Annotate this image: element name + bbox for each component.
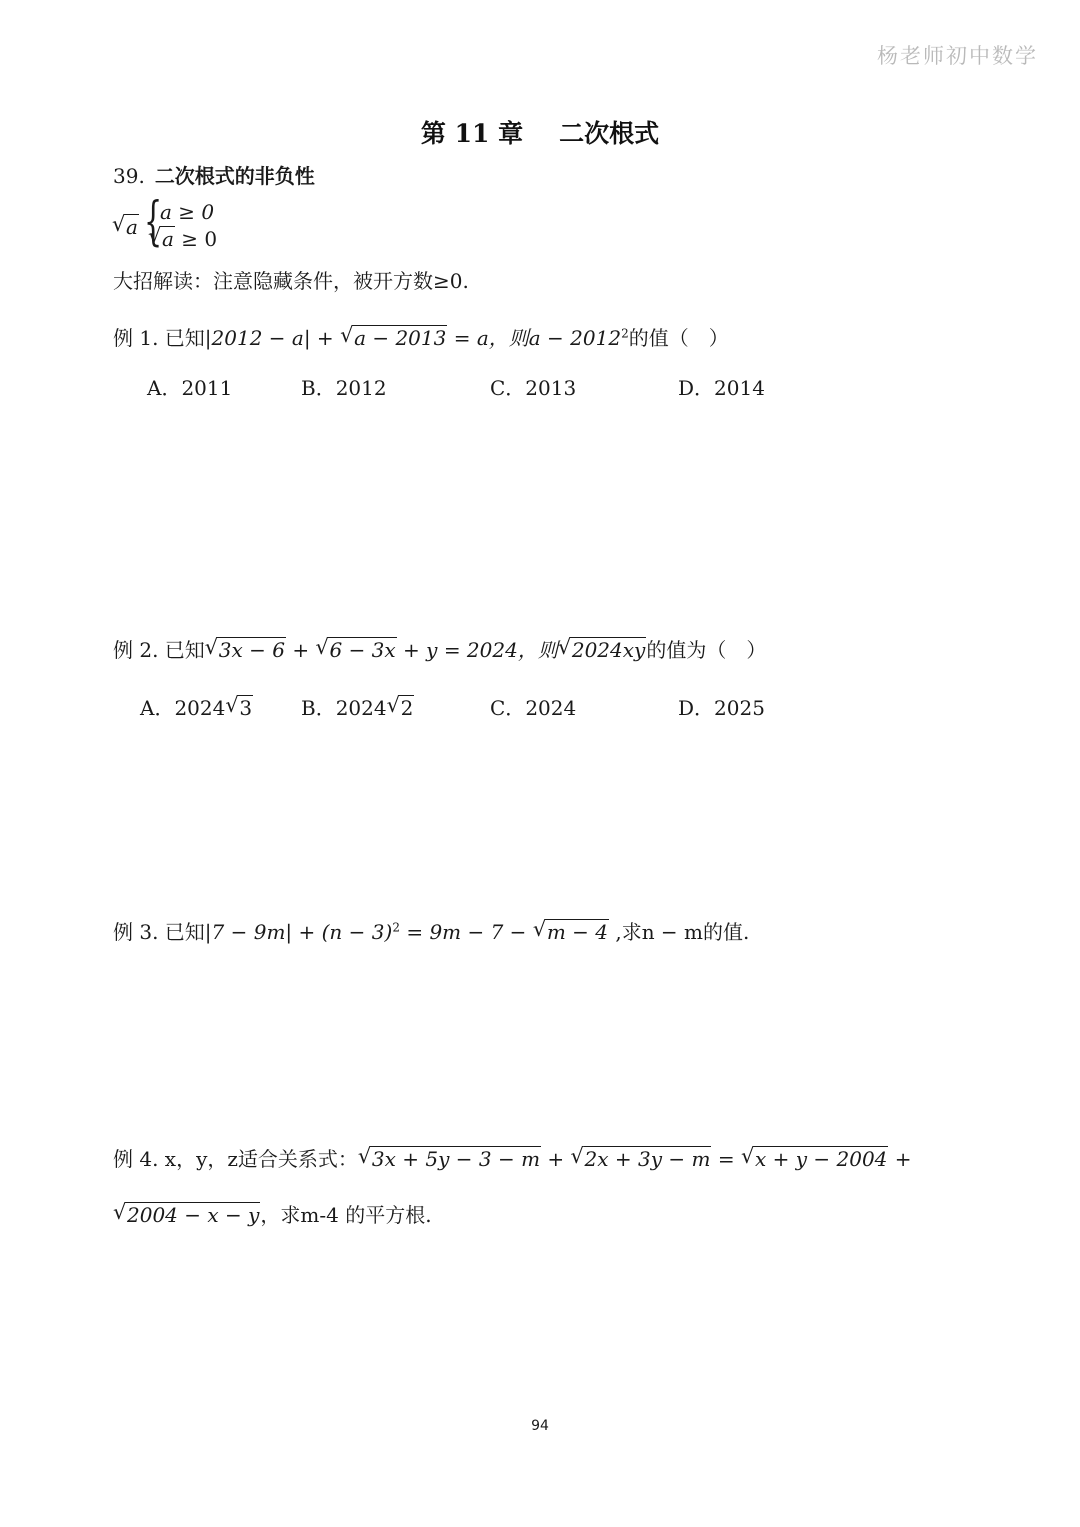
condition-1: a ≥ 0 bbox=[160, 200, 215, 224]
chapter-label: 第 11 章 bbox=[420, 119, 524, 148]
example-4: 例 4. x，y，z适合关系式：√ 3x + 5y − 3 − m + √ 2x + 3y − m = √ x + y − 2004 + bbox=[113, 1143, 912, 1172]
ex2-option-c: C．2024 bbox=[490, 696, 577, 720]
ex2-option-b: B．2024√ 2 bbox=[301, 692, 414, 721]
ex1-option-d: D．2014 bbox=[678, 376, 765, 400]
example-4-continued: √ 2004 − x − y，求m-4 的平方根. bbox=[113, 1199, 432, 1228]
condition-2: √ a ≥ 0 bbox=[148, 226, 217, 251]
section-heading bbox=[113, 160, 315, 189]
left-brace: { bbox=[144, 192, 163, 252]
sqrt-a: √ a bbox=[112, 214, 139, 239]
page-number: 94 bbox=[531, 1418, 549, 1434]
ex1-option-a: A．2011 bbox=[147, 376, 233, 400]
chapter-title bbox=[0, 114, 1080, 150]
watermark: 杨老师初中数学 bbox=[877, 44, 1038, 68]
example-3: 例 3. 已知$|7 - 9m| + (n - 3)^2 = 9m - 7$ − √ m − 4 ,求n − m的值. bbox=[113, 916, 749, 945]
section-number: 39. bbox=[113, 164, 145, 188]
example-1: 例 1. 已知|2012 − a| + √ a − 2013 = a，则$a - 2012^2$的值（ ） bbox=[113, 322, 729, 351]
section-title: 二次根式的非负性 bbox=[154, 164, 315, 188]
ex2-option-d: D．2025 bbox=[678, 696, 765, 720]
ex1-option-c: C．2013 bbox=[490, 376, 577, 400]
ex2-option-a: A．2024√ 3 bbox=[140, 692, 253, 721]
chapter-name: 二次根式 bbox=[559, 119, 660, 148]
tip-text: 大招解读：注意隐藏条件，被开方数≥0. bbox=[113, 269, 469, 293]
ex1-option-b: B．2012 bbox=[301, 376, 387, 400]
example-2: 例 2. 已知√ 3x − 6 + √ 6 − 3x + y = 2024，则√ 2024xy的值为（ ） bbox=[113, 634, 766, 663]
sqrt-expr: √ a − 2013 bbox=[340, 325, 447, 350]
